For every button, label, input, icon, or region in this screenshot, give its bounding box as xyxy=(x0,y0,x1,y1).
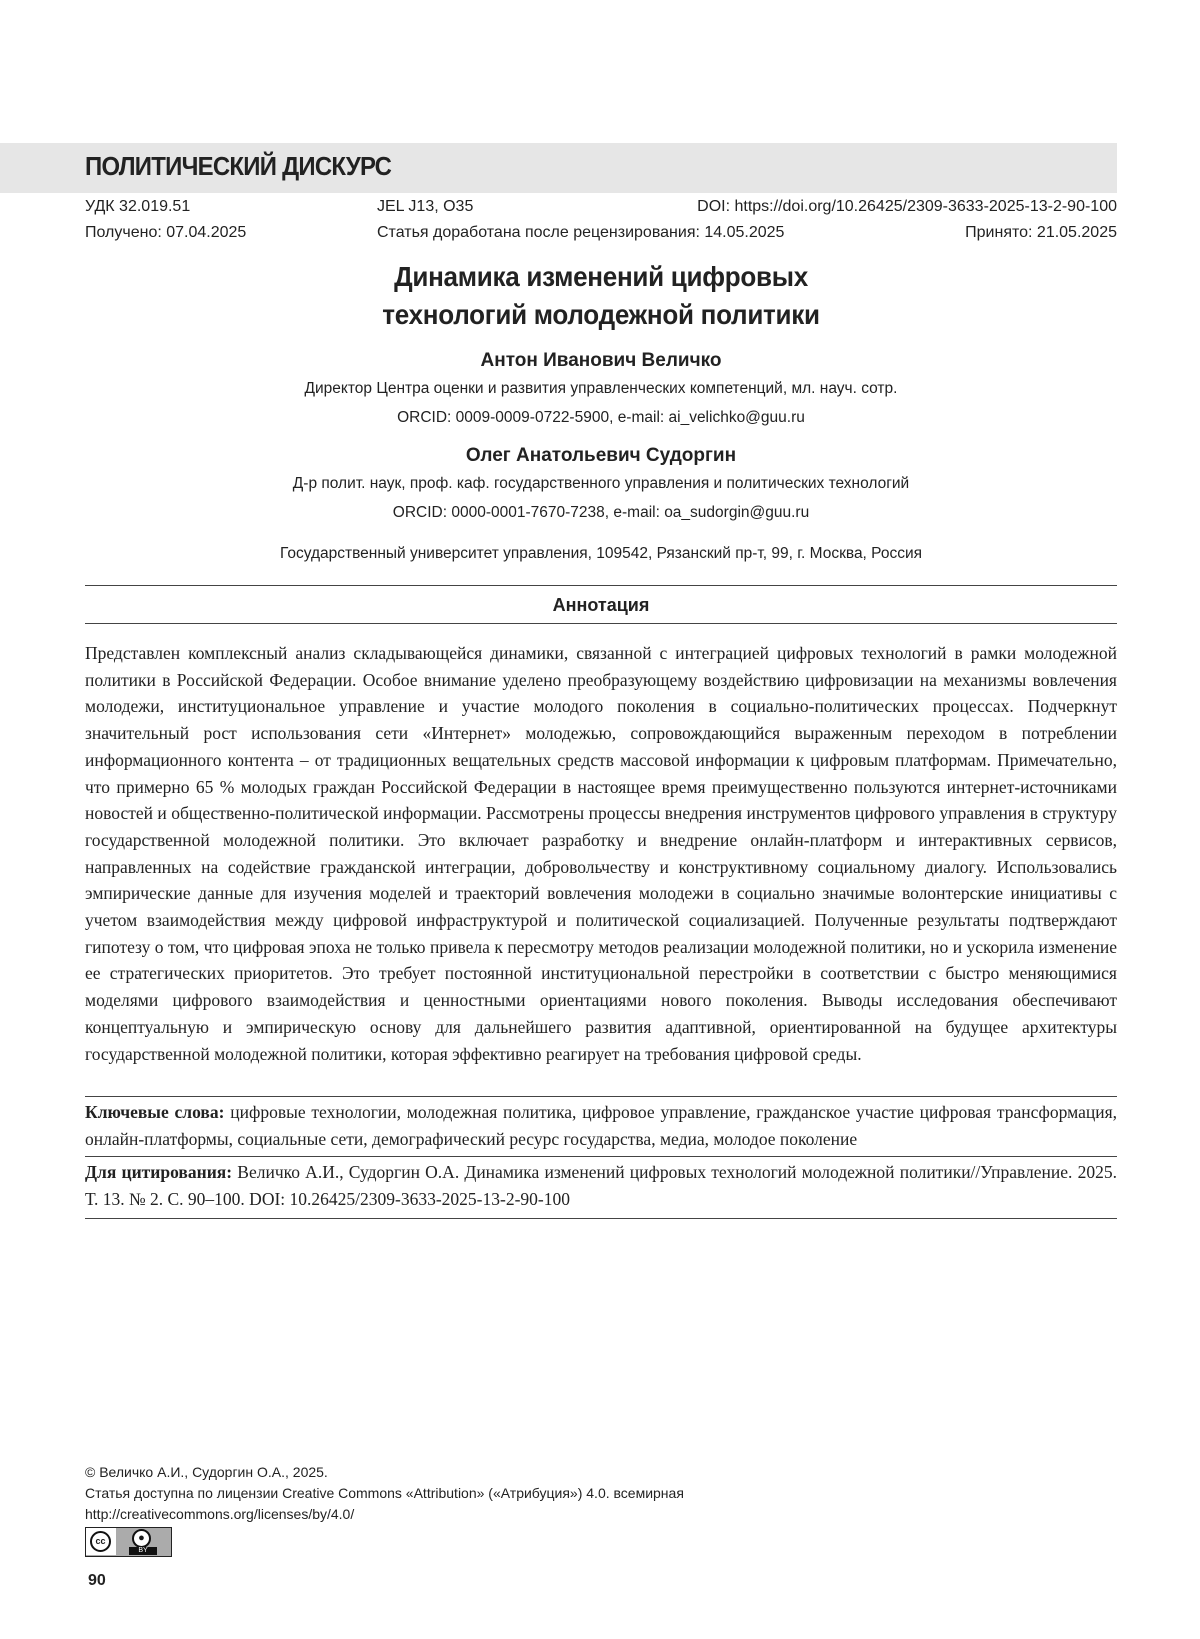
license-link[interactable]: http://creativecommons.org/licenses/by/4.0/ xyxy=(85,1506,355,1522)
citation-top-rule xyxy=(85,1156,1117,1157)
annotation-heading: Аннотация xyxy=(552,595,650,615)
author-1-position: Директор Центра оценки и развития управленческих компетенций, мл. науч. сотр. xyxy=(304,380,898,397)
annotation-top-rule xyxy=(85,585,1117,586)
doi-link[interactable]: DOI: https://doi.org/10.26425/2309-3633-2025-13-2-90-100 xyxy=(697,198,1117,215)
received-date: Получено: 07.04.2025 xyxy=(85,224,247,241)
annotation-text: Представлен комплексный анализ складывающейся динамики, связанной с интеграцией цифровых технологий в рамки молодежной политики в Российской Федерации. Особое внимание уделено преобразующему воздействию цифровизации на механизмы вовлечения молодежи, институциональное управление и участие молодого поколения в социально-политических процессах. Подчеркнут значительный рост использования сети «Интернет» молодежью, сопровождающийся выраженным переходом в потреблении информационного контента – от традиционных вещательных средств массовой информации к цифровым платформам. Примечательно, что примерно 65 % молодых граждан Российской Федерации в настоящее время преимущественно пользуются интернет-источниками новостей и общественно-политической информации. Рассмотрены процессы внедрения инструментов цифрового управления в структуру государственной молодежной политики. Это включает разработку и внедрение онлайн-платформ и интерактивных сервисов, направленных на содействие гражданской интеграции, добровольчеству и конструктивному социальному диалогу. Использовались эмпирические данные для изучения моделей и траекторий вовлечения молодежи в социально значимые волонтерские инициативы с учетом взаимодействия между цифровой инфраструктурой и политической социализацией. Полученные результаты подтверждают гипотезу о том, что цифровая эпоха не только привела к пересмотру методов реализации молодежной политики, но и ускорила изменение ее стратегических приоритетов. Это требует постоянной институциональной перестройки в соответствии с быстро меняющимися моделями цифрового взаимодействия и ценностными ориентациями нового поколения. Выводы исследования обеспечивают концептуальную и эмпирическую основу для дальнейшего развития адаптивной, ориентированной на будущее архитектуры государственной молодежной политики, которая эффективно реагирует на требования цифровой среды. xyxy=(85,643,1117,1064)
keywords-top-rule xyxy=(85,1096,1117,1097)
author-2-contacts[interactable]: ORCID: 0000-0001-7670-7238, e-mail: oa_sudorgin@guu.ru xyxy=(392,504,810,521)
citation-bottom-rule xyxy=(85,1218,1117,1219)
license-notice: Статья доступна по лицензии Creative Commons «Attribution» («Атрибуция») 4.0. всемирная xyxy=(85,1485,684,1501)
author-2-name: Олег Анатольевич Судоргин xyxy=(465,445,737,466)
affiliation: Государственный университет управления, 109542, Рязанский пр-т, 99, г. Москва, Россия xyxy=(279,545,923,562)
article-title-line-1: Динамика изменений цифровых xyxy=(394,261,808,292)
license-footer xyxy=(85,1462,885,1525)
meta-row-dates xyxy=(85,222,1117,244)
copyright-notice: © Величко А.И., Судоргин О.А., 2025. xyxy=(85,1464,328,1480)
cc-logo-icon: cc xyxy=(90,1531,111,1552)
section-title: ПОЛИТИЧЕСКИЙ ДИСКУРС xyxy=(85,151,392,181)
by-label: BY xyxy=(129,1547,157,1555)
author-1-contacts[interactable]: ORCID: 0009-0009-0722-5900, e-mail: ai_velichko@guu.ru xyxy=(397,409,805,426)
citation-text: Величко А.И., Судоргин О.А. Динамика изменений цифровых технологий молодежной политики//Управление. 2025. Т. 13. № 2. С. 90–100. DOI: 10.26425/2309-3633-2025-13-2-90-100 xyxy=(85,1162,1117,1209)
keywords-text: цифровые технологии, молодежная политика, цифровое управление, гражданское участие цифровая трансформация, онлайн-платформы, социальные сети, демографический ресурс государства, медиа, молодое поколение xyxy=(85,1102,1118,1149)
person-attribution-icon: ● xyxy=(132,1529,151,1548)
article-title xyxy=(85,258,1117,334)
citation-block xyxy=(85,1159,1117,1212)
revised-date: Статья доработана после рецензирования: 14.05.2025 xyxy=(377,224,785,241)
author-1-name: Антон Иванович Величко xyxy=(480,350,722,371)
article-title-line-2: технологий молодежной политики xyxy=(382,299,820,330)
citation-label: Для цитирования: xyxy=(85,1162,233,1182)
author-2-position: Д-р полит. наук, проф. каф. государственного управления и политических технологий xyxy=(292,475,910,492)
cc-by-license-badge[interactable] xyxy=(85,1527,172,1557)
accepted-date: Принято: 21.05.2025 xyxy=(965,224,1117,241)
keywords-block xyxy=(85,1099,1117,1152)
annotation-heading-rule xyxy=(85,623,1117,624)
jel-code: JEL J13, O35 xyxy=(377,198,474,215)
udk-code: УДК 32.019.51 xyxy=(85,198,191,215)
meta-row-ids xyxy=(85,196,1117,218)
keywords-label: Ключевые слова: xyxy=(85,1102,225,1122)
page-number: 90 xyxy=(88,1572,106,1589)
